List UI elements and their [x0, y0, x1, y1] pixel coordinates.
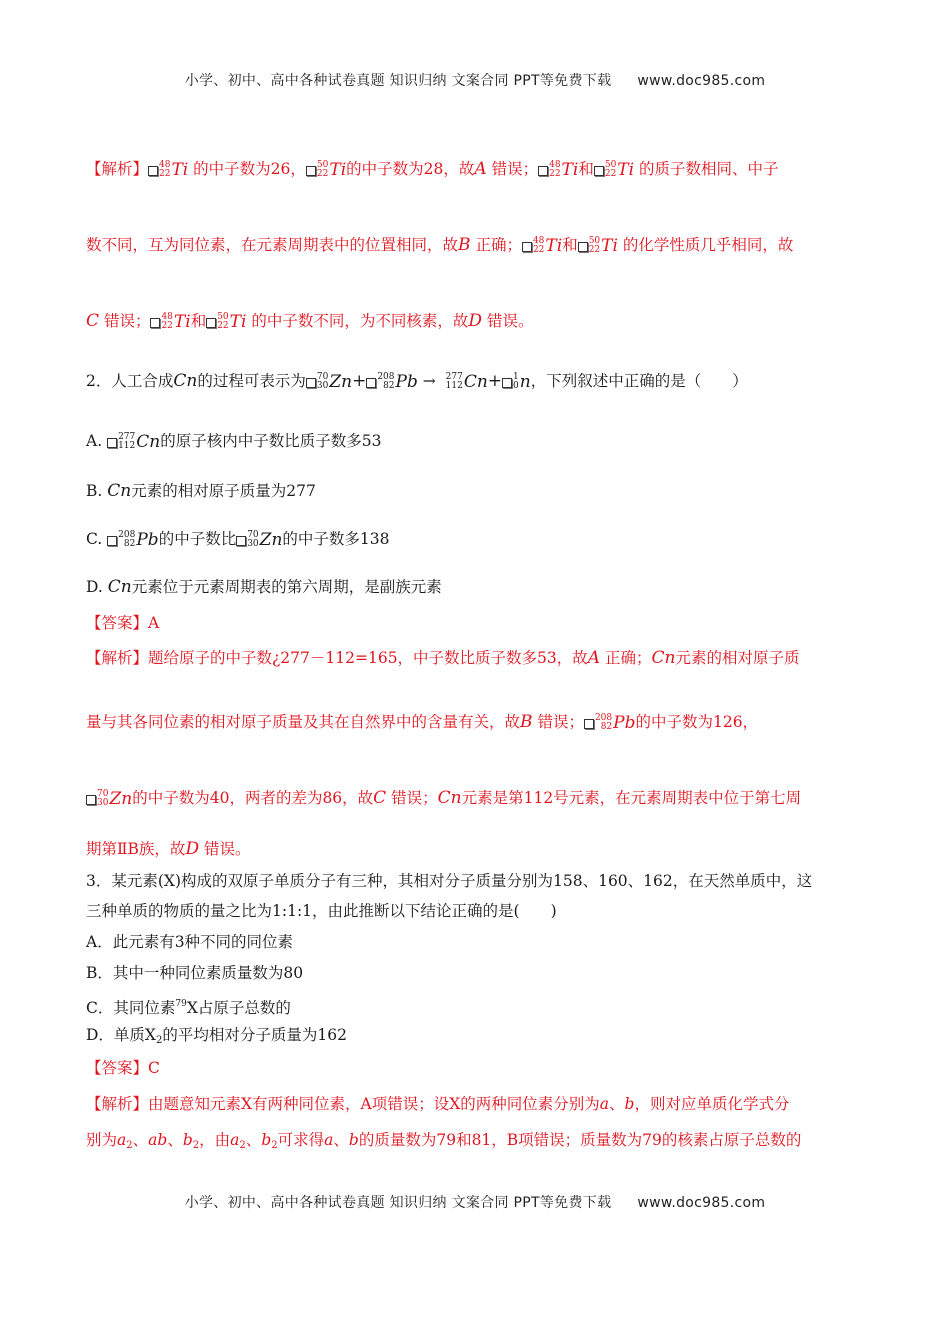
- missing-glyph-icon: [522, 242, 532, 252]
- q2-option-b: B. Cn元素的相对原子质量为277: [86, 481, 316, 501]
- missing-glyph-icon: [86, 795, 96, 805]
- header-site: www.doc985.com: [637, 73, 766, 89]
- missing-glyph-icon: [366, 378, 376, 388]
- q2-option-a: A. 277 112 Cn 的原子核内中子数比质子数多53: [86, 432, 382, 452]
- missing-glyph-icon: [584, 719, 594, 729]
- q2-analysis-line1: 【解析】题给原子的中子数¿277－112=165，中子数比质子数多53，故A 正确；Cn元素的相对原子质: [86, 648, 800, 668]
- analysis-label: 【解析】: [86, 160, 149, 178]
- footer-text: 小学、初中、高中各种试卷真题 知识归纳 文案合同 PPT等免费下载: [184, 1195, 612, 1211]
- missing-glyph-icon: [206, 318, 216, 328]
- arrow-right-icon: →: [422, 372, 436, 390]
- missing-glyph-icon: [236, 536, 246, 546]
- q3-stem-line1: 3．某元素(X)构成的双原子单质分子有三种，其相对分子质量分别为158、160、162，在天然单质中，这: [86, 872, 813, 890]
- q3-analysis-line1: 【解析】由题意知元素X有两种同位素，A项错误；设X的两种同位素分别为a、b，则对应单质化学式分: [86, 1095, 790, 1113]
- q2-stem: 2．人工合成Cn的过程可表示为 70 30 Zn + 208 82 Pb → 277 112 Cn + 1 0 n ，下列叙述中正确的是（ ）: [86, 371, 748, 392]
- nuclide-ti50: 50 22 Ti: [306, 159, 346, 181]
- nuclide-ti50: 50 22 Ti: [594, 159, 634, 181]
- nuclide-ti48: 48 22 Ti: [522, 235, 562, 257]
- nuclide-pb208: 208 82 Pb: [107, 529, 159, 551]
- nuclide-cn277: 277 112 Cn: [445, 372, 488, 392]
- nuclide-zn70: 70 30 Zn: [86, 788, 132, 810]
- nuclide-ti48: 48 22 Ti: [148, 159, 188, 181]
- q3-option-c: C．其同位素$^{79}$X占原子总数的: [86, 999, 291, 1017]
- q2-option-c: C. 208 82 Pb 的中子数比 70 30 Zn 的中子数多138: [86, 530, 390, 550]
- nuclide-zn70: 70 30 Zn: [236, 529, 282, 551]
- missing-glyph-icon: [148, 166, 158, 176]
- nuclide-ti50: 50 22 Ti: [578, 235, 618, 257]
- nuclide-ti50: 50 22 Ti: [206, 311, 246, 333]
- missing-glyph-icon: [107, 536, 117, 546]
- nuclide-ti48: 48 22 Ti: [538, 159, 578, 181]
- page-header: [0, 70, 950, 90]
- missing-glyph-icon: [502, 378, 512, 388]
- header-text: 小学、初中、高中各种试卷真题 知识归纳 文案合同 PPT等免费下载: [184, 73, 612, 89]
- nuclide-pb208: 208 82 Pb: [366, 371, 418, 393]
- missing-glyph-icon: [538, 166, 548, 176]
- q1-analysis-line2: 数不同，互为同位素，在元素周期表中的位置相同，故B 正确； 48 22 Ti 和 50 22 Ti 的化学性质几乎相同，故: [86, 235, 794, 256]
- missing-glyph-icon: [578, 242, 588, 252]
- q2-analysis-line3: 70 30 Zn 的中子数为40，两者的差为86，故C 错误；Cn元素是第112号元素，在元素周期表中位于第七周: [86, 787, 801, 810]
- q1-analysis-line1: 【解析】 48 22 Ti 的中子数为26， 50 22 Ti 的中子数为28，故A 错误； 48 22 Ti 和 50 22 Ti 的质子数相同、中子: [86, 159, 779, 180]
- q3-option-d: D．单质$X_2$的平均相对分子质量为162: [86, 1026, 347, 1046]
- nuclide-ti48: 48 22 Ti: [150, 311, 190, 333]
- q2-analysis-line4: 期第ⅡB族，故D 错误。: [86, 839, 251, 859]
- q3-analysis-line2: 别为$a_2$、ab、$b_2$，由$a_2$、$b_2$可求得a、b的质量数为79和81，B项错误；质量数为79的核素占原子总数的: [86, 1131, 802, 1151]
- q2-answer: 【答案】A: [86, 614, 160, 632]
- nuclide-zn70: 70 30 Zn: [306, 371, 352, 393]
- missing-glyph-icon: [594, 166, 604, 176]
- q2-analysis-line2: 量与其各同位素的相对原子质量及其在自然界中的含量有关，故B 错误； 208 82 Pb 的中子数为126，: [86, 712, 759, 733]
- q1-analysis-line3: C 错误； 48 22 Ti 和 50 22 Ti 的中子数不同，为不同核素，故D 错误。: [86, 311, 534, 332]
- footer-site: www.doc985.com: [637, 1195, 766, 1211]
- missing-glyph-icon: [107, 438, 117, 448]
- q2-option-d: D. Cn元素位于元素周期表的第六周期，是副族元素: [86, 577, 442, 597]
- nuclide-n1: 1 0 n: [502, 371, 531, 393]
- missing-glyph-icon: [306, 378, 316, 388]
- page-footer: [0, 1192, 950, 1212]
- q3-option-a: A．此元素有3种不同的同位素: [86, 933, 294, 951]
- nuclide-pb208: 208 82 Pb: [584, 712, 636, 734]
- missing-glyph-icon: [150, 318, 160, 328]
- q3-answer: 【答案】C: [86, 1059, 160, 1077]
- missing-glyph-icon: [306, 166, 316, 176]
- q3-option-b: B．其中一种同位素质量数为80: [86, 964, 304, 982]
- q3-stem-line2: 三种单质的物质的量之比为1:1:1，由此推断以下结论正确的是( ): [86, 902, 557, 920]
- nuclide-cn277: 277 112 Cn: [107, 431, 160, 453]
